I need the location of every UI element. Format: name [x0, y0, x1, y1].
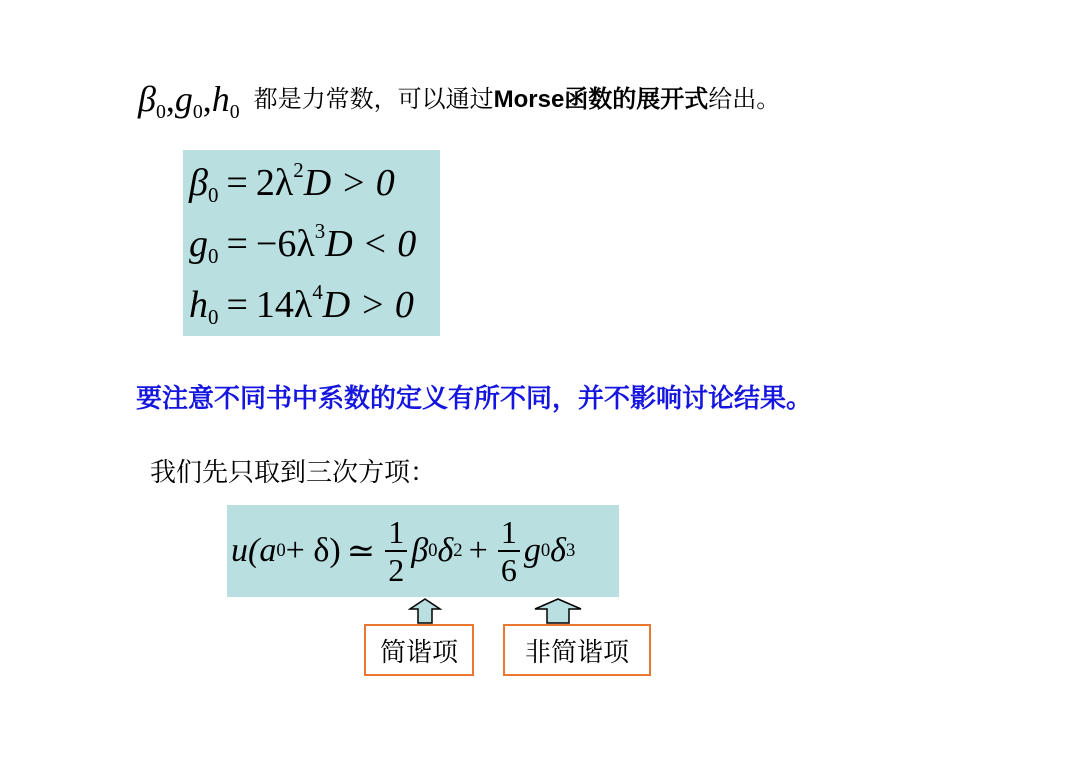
equation-h: $h_0 = 14\lambda^4D > 0$: [189, 280, 414, 330]
potential-expansion-formula: u(a 0 + δ) ≃ $\frac{1}{2}$ β 0 δ 2 + $\frac{1}{6}$ g 0 δ 3: [231, 514, 576, 588]
fraction-one-half: $\frac{1}{2}$: [385, 514, 407, 588]
intro-bold-text: Morse函数的展开式: [493, 86, 709, 113]
potential-expansion-box: [227, 505, 619, 597]
intro-line: [138, 78, 780, 122]
force-constants-box: [183, 150, 440, 336]
blue-note: 要注意不同书中系数的定义有所不同，并不影响讨论结果。: [136, 384, 813, 414]
intro-text-after: 给出。: [708, 85, 781, 113]
up-arrow-icon: [408, 598, 442, 624]
cubic-intro-text: 我们先只取到三次方项：: [150, 458, 437, 488]
equation-g: $g_0 = -6\lambda^3D < 0$: [189, 219, 417, 269]
fraction-one-sixth: $\frac{1}{6}$: [498, 514, 520, 588]
harmonic-term-label: 简谐项: [364, 624, 474, 676]
anharmonic-term-label: 非简谐项: [503, 624, 651, 676]
up-arrow-icon: [533, 598, 583, 624]
equation-beta: $\beta_0 = 2\lambda^2D > 0$: [189, 158, 395, 208]
intro-text-before: 都是力常数，可以通过: [253, 85, 494, 113]
force-constant-symbols: $\beta_0,g_0,h_0$: [138, 79, 240, 123]
